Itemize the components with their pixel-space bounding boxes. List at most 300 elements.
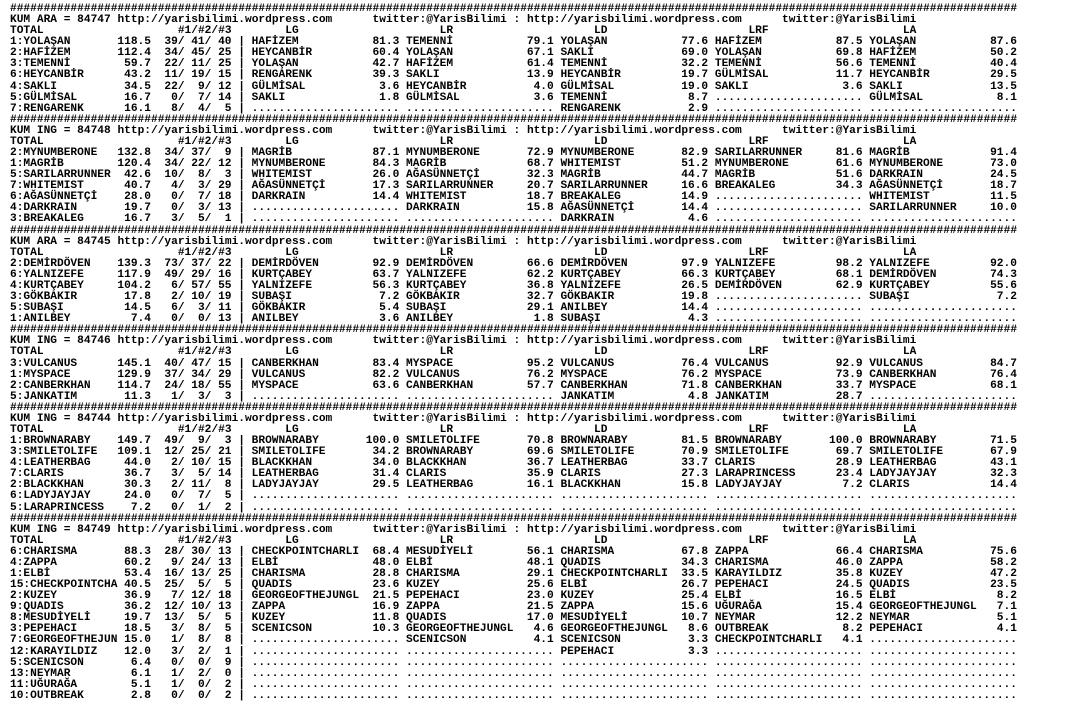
split-separator: /	[177, 457, 185, 470]
runner-score: 13.9	[526, 69, 554, 82]
runner-score: 68.7	[526, 158, 554, 171]
runner-name: YALNIZEFE	[251, 279, 313, 292]
runner-score: 1.8	[533, 313, 554, 326]
race-block	[10, 226, 1077, 326]
runner-score: 35.9	[526, 468, 554, 481]
placing-count: 0	[171, 656, 178, 669]
competitor-name: 2:KUZEY	[10, 590, 57, 603]
placing-count: 25	[218, 58, 232, 71]
competitor-name: 5:GÜLMİSAL	[10, 91, 78, 104]
placing-count: 47	[191, 357, 205, 370]
competitor-name: 5:JANKATIM	[10, 390, 78, 403]
column-label-lg: LG	[285, 534, 299, 547]
column-label-lr: LR	[439, 534, 454, 547]
empty-filler: ......................	[251, 490, 400, 503]
runner-score: 28.7	[835, 390, 863, 403]
runner-score: 15.6	[681, 601, 709, 614]
column-divider: |	[238, 490, 245, 503]
placing-count: 0	[171, 501, 178, 514]
runner-score: 67.9	[990, 446, 1017, 459]
standings-row	[10, 370, 1077, 381]
placing-count: 9	[224, 147, 232, 160]
column-divider: |	[238, 601, 245, 614]
placing-count: 34	[191, 368, 205, 381]
placing-count: 13	[218, 202, 232, 215]
column-divider: |	[238, 612, 245, 625]
race-cell-lr	[406, 691, 560, 702]
placing-count: 34	[164, 47, 178, 60]
runner-score: 25.6	[526, 579, 554, 592]
split-separator: /	[204, 379, 212, 392]
competitor-name: 2:HAFİZEM	[10, 47, 71, 60]
runner-name: DEMİRDÖVEN	[406, 257, 474, 270]
runner-name: MYNUMBERONE	[406, 147, 480, 160]
placing-count: 30	[191, 545, 205, 558]
runner-score: 50.2	[990, 47, 1017, 60]
site-url: http://yarisbilimi.wordpress.com	[526, 412, 742, 425]
competitor-name: 5:SCENICSON	[10, 656, 84, 669]
column-divider: |	[238, 501, 245, 514]
column-label-lr: LR	[439, 246, 454, 259]
runner-score: 36.8	[526, 279, 554, 292]
empty-filler: ......................	[714, 656, 863, 669]
competitor-name: 9:QUADIS	[10, 601, 64, 614]
total-score: 145.1	[117, 357, 151, 370]
runner-score: 19.0	[681, 80, 709, 93]
column-divider: |	[238, 468, 245, 481]
runner-score: 92.9	[372, 257, 400, 270]
standings-row	[10, 82, 1077, 93]
runner-name: NEYMAR	[869, 612, 910, 625]
empty-filler: ......................	[560, 501, 709, 514]
runner-score: 8.2	[842, 623, 863, 636]
runner-name: VULCANUS	[714, 357, 769, 370]
runner-score: 68.1	[835, 268, 863, 281]
race-cell-lrf	[715, 82, 869, 93]
split-separator: /	[177, 656, 185, 669]
runner-name: MYSPACE	[406, 357, 454, 370]
split-separator: /	[204, 457, 212, 470]
runner-score: 84.7	[990, 357, 1017, 370]
spacer	[151, 491, 158, 502]
runner-name: SUBAŞI	[406, 302, 447, 315]
placing-count: 3	[171, 468, 178, 481]
empty-filler: ......................	[406, 490, 554, 503]
column-label-lg: LG	[285, 25, 299, 38]
empty-filler: ......................	[714, 490, 863, 503]
column-label-ld: LD	[594, 25, 608, 38]
split-separator: /	[177, 379, 185, 392]
runner-score: 70.8	[526, 435, 554, 448]
race-header	[10, 237, 1077, 248]
empty-filler: ......................	[869, 213, 1017, 226]
runner-score: 7.1	[996, 601, 1017, 614]
runner-name: CANBERKHAN	[251, 357, 319, 370]
split-separator: /	[204, 612, 212, 625]
runner-name: PEPEHACI	[714, 579, 769, 592]
runner-score: 34.0	[372, 457, 400, 470]
runner-score: 68.4	[372, 545, 400, 558]
runner-name: SMILETOLIFE	[406, 435, 480, 448]
placing-count: 73	[164, 257, 178, 270]
runner-score: 32.2	[681, 58, 709, 71]
total-score: 6.1	[130, 667, 151, 680]
runner-name: SCENICSON	[560, 634, 621, 647]
empty-filler: ......................	[714, 678, 863, 691]
column-divider: |	[238, 268, 245, 281]
runner-score: 33.5	[681, 567, 709, 580]
placing-count: 7	[197, 191, 205, 204]
placing-count: 11	[191, 479, 205, 492]
column-label-lg: LG	[285, 246, 299, 259]
placing-count: 22	[164, 58, 178, 71]
column-label-ld: LD	[594, 246, 608, 259]
runner-score: 19.7	[681, 69, 709, 82]
race-block	[10, 325, 1077, 403]
placing-count: 22	[218, 257, 232, 270]
placing-count: 1	[224, 213, 232, 226]
total-score: 6.4	[130, 656, 151, 669]
separator: ######################################################################################################################################################	[10, 401, 1018, 414]
placing-count: 25	[218, 47, 232, 60]
placing-count: 1	[197, 501, 205, 514]
total-score: 19.7	[124, 202, 151, 215]
runner-score: 23.5	[990, 579, 1017, 592]
placing-count: 9	[171, 556, 178, 569]
runner-name: ELBİ	[406, 556, 433, 569]
total-score: 11.3	[124, 390, 151, 403]
empty-filler: ......................	[714, 302, 863, 315]
empty-filler: ......................	[251, 634, 400, 647]
spacer	[151, 359, 158, 370]
column-divider: |	[238, 102, 245, 115]
runner-score: 61.4	[526, 58, 554, 71]
runner-name: ZAPPA	[560, 601, 595, 614]
runner-name: YALNIZEFE	[406, 268, 467, 281]
column-label-la: LA	[902, 534, 917, 547]
total-score: 34.5	[124, 80, 151, 93]
runner-name: LEATHERBAG	[251, 468, 319, 481]
runner-score: 23.0	[526, 590, 554, 603]
column-label-lg: LG	[285, 423, 299, 436]
runner-name: HAFİZEM	[251, 36, 299, 49]
split-separator: /	[177, 623, 185, 636]
runner-name: HEYCANBİR	[869, 69, 930, 82]
placing-count: 13	[218, 545, 232, 558]
competitor-name: 10:OUTBREAK	[10, 689, 84, 702]
total-label: TOTAL	[10, 246, 44, 259]
total-score: 53.4	[124, 567, 151, 580]
competitor-name: 11:UĞURAĞA	[10, 678, 78, 691]
column-divider: |	[238, 36, 245, 49]
runner-name: TEMENNİ	[560, 58, 608, 71]
runner-name: SMILETOLIFE	[251, 446, 326, 459]
runner-name: KURTÇABEY	[560, 268, 621, 281]
placing-count: 25	[191, 446, 205, 459]
split-separator: /	[204, 91, 212, 104]
competitor-name: 6:LADYJAYJAY	[10, 490, 91, 503]
competitor-name: 5:SARILARRUNNER	[10, 169, 111, 182]
column-divider: |	[238, 634, 245, 647]
runner-score: 14.4	[990, 479, 1017, 492]
placing-count: 37	[191, 147, 205, 160]
split-separator: /	[177, 390, 185, 403]
placing-count: 0	[171, 313, 178, 326]
runner-score: 36.7	[526, 457, 554, 470]
runner-score: 58.2	[990, 556, 1017, 569]
runner-name: PEPEHACI	[560, 645, 615, 658]
competitor-name: 4:LEATHERBAG	[10, 457, 91, 470]
placing-count: 2	[171, 291, 178, 304]
total-score: 28.0	[124, 191, 151, 204]
runner-score: 26.7	[681, 579, 709, 592]
runner-name: LADYJAYJAY	[251, 479, 319, 492]
race-title: KUM ING = 84748	[10, 124, 111, 137]
competitor-name: 7:CLARIS	[10, 468, 64, 481]
runner-score: 28.9	[835, 457, 863, 470]
runner-score: 11.5	[990, 191, 1017, 204]
runner-name: CHECKPOINTCHARLI	[714, 634, 823, 647]
column-divider: |	[238, 191, 245, 204]
column-label-ld: LD	[594, 534, 608, 547]
column-label-lrf: LRF	[748, 423, 769, 436]
placing-count: 5	[197, 468, 205, 481]
split-separator: /	[177, 612, 185, 625]
column-divider: |	[238, 368, 245, 381]
runner-name: GEORGEOFTHEJUNGL	[251, 590, 360, 603]
runner-name: CHARISMA	[251, 567, 306, 580]
runner-score: 47.2	[990, 567, 1017, 580]
split-separator: /	[177, 302, 185, 315]
runner-name: PEPEHACI	[406, 590, 460, 603]
runner-name: GÖKBAKIR	[406, 291, 460, 304]
runner-name: MAGRİB	[251, 147, 292, 160]
runner-score: 29.5	[990, 69, 1017, 82]
race-cell-lg	[252, 635, 406, 646]
placing-count: 5	[224, 490, 232, 503]
runner-score: 21.5	[372, 590, 400, 603]
runner-score: 10.7	[681, 612, 709, 625]
competitor-name: 5:SUBAŞI	[10, 302, 64, 315]
empty-filler: ......................	[714, 689, 863, 702]
total-score: 88.3	[124, 545, 151, 558]
runner-name: SMILETOLIFE	[560, 446, 635, 459]
placing-count: 21	[218, 446, 232, 459]
race-cell-ld	[560, 647, 714, 658]
runner-name: BROWNARABY	[560, 435, 628, 448]
runner-score: 7.2	[996, 291, 1017, 304]
placing-count: 24	[164, 379, 178, 392]
column-divider: |	[238, 357, 245, 370]
race-cell-lg	[252, 691, 406, 702]
total-score: 43.2	[124, 69, 151, 82]
race-cell-la	[869, 82, 1023, 93]
split-separator: /	[177, 80, 185, 93]
runner-score: 16.5	[835, 590, 863, 603]
placing-count: 12	[164, 601, 178, 614]
split-separator: /	[177, 634, 185, 647]
runner-score: 4.8	[687, 390, 709, 403]
placing-count: 11	[164, 69, 178, 82]
split-separator: /	[204, 689, 212, 702]
runner-name: CANBERKHAN	[714, 379, 782, 392]
race-title: KUM ARA = 84747	[10, 14, 111, 27]
empty-filler: ......................	[869, 634, 1017, 647]
placing-count: 1	[171, 667, 178, 680]
split-separator: /	[204, 268, 212, 281]
runner-score: 8.2	[996, 590, 1017, 603]
column-divider: |	[238, 213, 245, 226]
runner-score: 74.3	[990, 268, 1017, 281]
placing-count: 18	[218, 191, 232, 204]
competitor-name: 3:TEMENNİ	[10, 58, 71, 71]
placing-count: 5	[224, 102, 232, 115]
race-title: KUM ARA = 84745	[10, 235, 111, 248]
total-score: 16.7	[124, 213, 151, 226]
empty-filler: ......................	[869, 678, 1017, 691]
placing-count: 22	[191, 158, 205, 171]
header-separator: :	[513, 412, 521, 425]
runner-name: DEMİRDÖVEN	[560, 257, 628, 270]
total-score: 36.9	[124, 590, 151, 603]
runner-name: MYNUMBERONE	[251, 158, 326, 171]
runner-name: DARKRAIN	[560, 213, 615, 226]
split-separator: /	[204, 279, 212, 292]
placing-count: 0	[171, 91, 178, 104]
race-cell-lrf	[715, 635, 869, 646]
competitor-name: 13:NEYMAR	[10, 667, 71, 680]
runner-name: LEATHERBAG	[869, 457, 937, 470]
placing-count: 3	[224, 169, 232, 182]
runner-name: DEMİRDÖVEN	[869, 268, 937, 281]
column-divider: |	[238, 257, 245, 270]
runner-score: 16.9	[372, 601, 400, 614]
runner-name: GÜLMİSAL	[406, 91, 460, 104]
split-separator: /	[177, 279, 185, 292]
runner-score: 67.1	[526, 47, 554, 60]
runner-name: CANBERKHAN	[560, 379, 628, 392]
total-score: 7.2	[130, 501, 151, 514]
race-cell-la	[869, 370, 1023, 381]
column-divider: |	[238, 147, 245, 160]
total-score: 139.3	[117, 257, 151, 270]
empty-filler: ......................	[714, 213, 863, 226]
placing-count: 37	[191, 257, 205, 270]
runner-name: HEYCANBİR	[560, 69, 621, 82]
twitter-handle: twitter:@YarisBilimi	[782, 335, 917, 348]
runner-name: LEATHERBAG	[560, 457, 628, 470]
runner-name: YOLAŞAN	[251, 58, 299, 71]
header-separator: :	[513, 124, 521, 137]
runner-score: 100.0	[828, 435, 863, 448]
race-cell-ld	[560, 359, 714, 370]
standings-row	[10, 503, 1077, 514]
race-title: KUM ING = 84749	[10, 523, 111, 536]
split-separator: /	[177, 158, 185, 171]
total-score: 60.2	[124, 556, 151, 569]
twitter-handle: twitter:@YarisBilimi	[372, 124, 507, 137]
runner-score: 35.8	[835, 567, 863, 580]
runner-score: 32.7	[526, 291, 554, 304]
placing-count: 41	[191, 36, 205, 49]
race-header	[10, 15, 1077, 26]
runner-score: 33.7	[835, 379, 863, 392]
split-separator: /	[177, 268, 185, 281]
split-separator: /	[204, 678, 212, 691]
column-divider: |	[238, 579, 245, 592]
runner-score: 3.3	[687, 634, 709, 647]
placing-count: 5	[224, 579, 232, 592]
runner-score: 79.1	[526, 36, 554, 49]
split-separator: /	[204, 368, 212, 381]
runner-score: 5.1	[996, 612, 1017, 625]
placing-count: 8	[171, 102, 178, 115]
runner-name: VULCANUS	[406, 368, 460, 381]
runner-score: 4.6	[533, 623, 554, 636]
runner-name: SAKLI	[251, 91, 286, 104]
split-separator: /	[204, 601, 212, 614]
placing-count: 16	[164, 567, 178, 580]
competitor-name: 3:PEPEHACI	[10, 623, 78, 636]
total-label: TOTAL	[10, 25, 44, 38]
runner-name: HEYCANBİR	[251, 47, 313, 60]
separator: ######################################################################################################################################################	[10, 3, 1018, 15]
empty-filler: ......................	[251, 645, 400, 658]
placing-count: 8	[197, 634, 205, 647]
race-cell-ld	[560, 214, 714, 225]
runner-name: DARKRAIN	[869, 169, 923, 182]
column-divider: |	[238, 545, 245, 558]
runner-name: SAKLI	[714, 80, 749, 93]
split-separator: /	[204, 567, 212, 580]
split-separator: /	[204, 69, 212, 82]
runner-score: 8.7	[687, 91, 709, 104]
runner-score: 18.7	[526, 191, 554, 204]
runner-name: QUADIS	[251, 579, 292, 592]
standings-row	[10, 214, 1077, 225]
competitor-name: 1:MAGRİB	[10, 158, 64, 171]
runner-name: PEPEHACI	[869, 623, 923, 636]
empty-filler: ......................	[251, 656, 400, 669]
runner-name: ELBİ	[560, 579, 588, 592]
race-cell-lg	[252, 647, 406, 658]
placing-count: 7	[197, 91, 205, 104]
column-label-lr: LR	[439, 135, 454, 148]
race-cell-la	[869, 503, 1023, 514]
runner-score: 4.6	[687, 213, 709, 226]
total-score: 16.1	[124, 102, 151, 115]
runner-score: 69.6	[526, 446, 554, 459]
competitor-name: 5:LARAPRINCESS	[10, 501, 104, 514]
column-label-lrf: LRF	[748, 135, 769, 148]
empty-filler: ......................	[869, 501, 1017, 514]
runner-score: 14.4	[372, 191, 400, 204]
competitor-name: 7:GEORGEOFTHEJUN	[10, 634, 118, 647]
placing-count: 49	[164, 268, 178, 281]
total-score: 109.1	[117, 446, 151, 459]
race-block	[10, 4, 1077, 115]
competitor-name: 8:MESUDİYELİ	[10, 612, 91, 625]
race-cell-ld	[560, 635, 714, 646]
site-url: http://yarisbilimi.wordpress.com	[117, 235, 333, 248]
column-label-la: LA	[902, 423, 917, 436]
runner-score: 72.9	[526, 147, 554, 160]
race-cell-la	[869, 647, 1023, 658]
empty-filler: ......................	[251, 689, 400, 702]
placing-count: 45	[191, 47, 205, 60]
runner-score: 28.8	[372, 567, 400, 580]
runner-name: CHECKPOINTCHARLI	[560, 567, 668, 580]
